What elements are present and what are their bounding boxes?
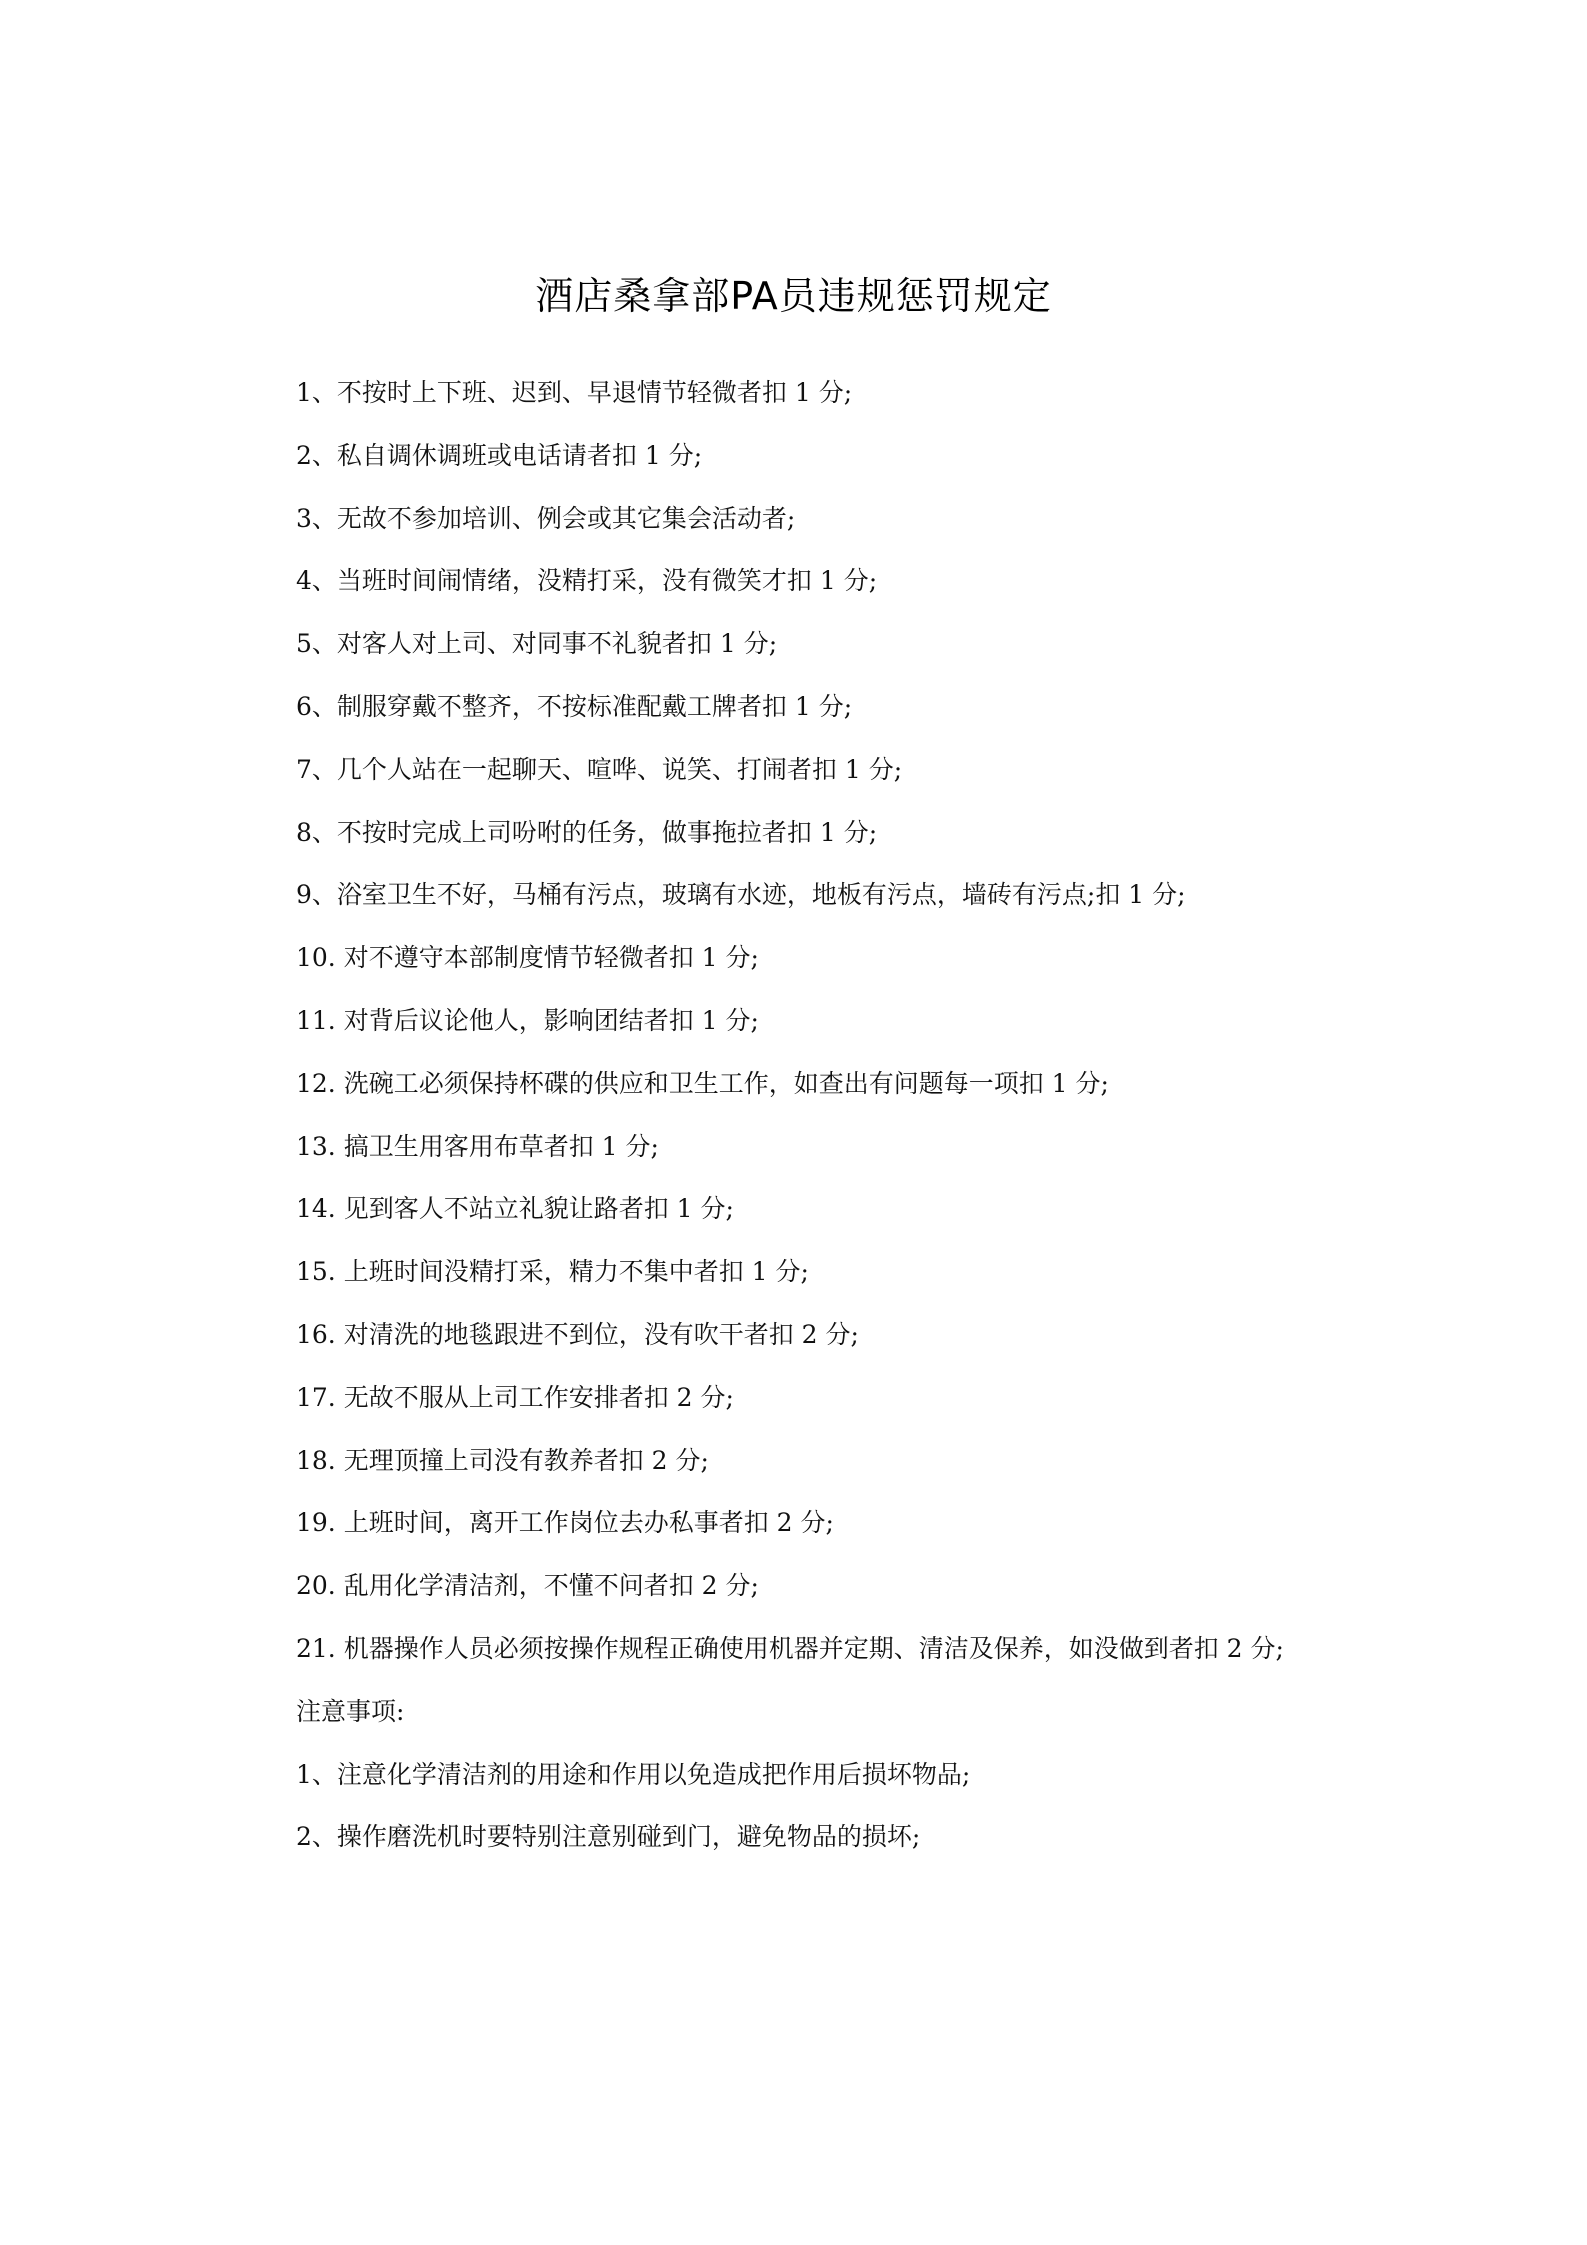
rule-item-16: 16. 对清洗的地毯跟进不到位，没有吹干者扣 2 分;	[296, 1319, 859, 1349]
notes-heading: 注意事项:	[296, 1696, 405, 1726]
note-item-2: 2、操作磨洗机时要特别注意别碰到门，避免物品的损坏;	[296, 1822, 921, 1852]
rule-item-6: 6、制服穿戴不整齐，不按标准配戴工牌者扣 1 分;	[296, 691, 853, 721]
rule-item-9: 9、浴室卫生不好，马桶有污点，玻璃有水迹，地板有污点，墙砖有污点;扣 1 分;	[296, 880, 1186, 910]
document-body	[240, 362, 1345, 1869]
rule-item-14: 14. 见到客人不站立礼貌让路者扣 1 分;	[296, 1194, 734, 1224]
rule-item-17: 17. 无故不服从上司工作安排者扣 2 分;	[296, 1382, 734, 1412]
rule-item-8: 8、不按时完成上司吩咐的任务，做事拖拉者扣 1 分;	[296, 817, 878, 847]
rule-item-13: 13. 搞卫生用客用布草者扣 1 分;	[296, 1131, 659, 1161]
rule-item-7: 7、几个人站在一起聊天、喧哗、说笑、打闹者扣 1 分;	[296, 754, 903, 784]
rule-item-15: 15. 上班时间没精打采，精力不集中者扣 1 分;	[296, 1257, 809, 1287]
page-title: 酒店桑拿部PA员违规惩罚规定	[535, 274, 1052, 318]
rule-item-12: 12. 洗碗工必须保持杯碟的供应和卫生工作，如查出有问题每一项扣 1 分;	[296, 1068, 1109, 1098]
rule-item-18: 18. 无理顶撞上司没有教养者扣 2 分;	[296, 1445, 709, 1475]
rule-item-2: 2、私自调休调班或电话请者扣 1 分;	[296, 440, 703, 470]
rule-item-21: 21. 机器操作人员必须按操作规程正确使用机器并定期、清洁及保养，如没做到者扣 2 分;	[296, 1633, 1284, 1663]
rule-item-3: 3、无故不参加培训、例会或其它集会活动者;	[296, 503, 796, 533]
rule-item-20: 20. 乱用化学清洁剂，不懂不问者扣 2 分;	[296, 1571, 759, 1601]
rule-item-4: 4、当班时间闹情绪，没精打采，没有微笑才扣 1 分;	[296, 566, 878, 596]
rule-item-1: 1、不按时上下班、迟到、早退情节轻微者扣 1 分;	[296, 378, 853, 407]
rule-item-5: 5、对客人对上司、对同事不礼貌者扣 1 分;	[296, 629, 778, 659]
rule-item-10: 10. 对不遵守本部制度情节轻微者扣 1 分;	[296, 943, 759, 973]
note-item-1: 1、注意化学清洁剂的用途和作用以免造成把作用后损坏物品;	[296, 1759, 971, 1789]
rule-item-11: 11. 对背后议论他人，影响团结者扣 1 分;	[296, 1005, 759, 1035]
rule-item-19: 19. 上班时间，离开工作岗位去办私事者扣 2 分;	[296, 1508, 834, 1538]
